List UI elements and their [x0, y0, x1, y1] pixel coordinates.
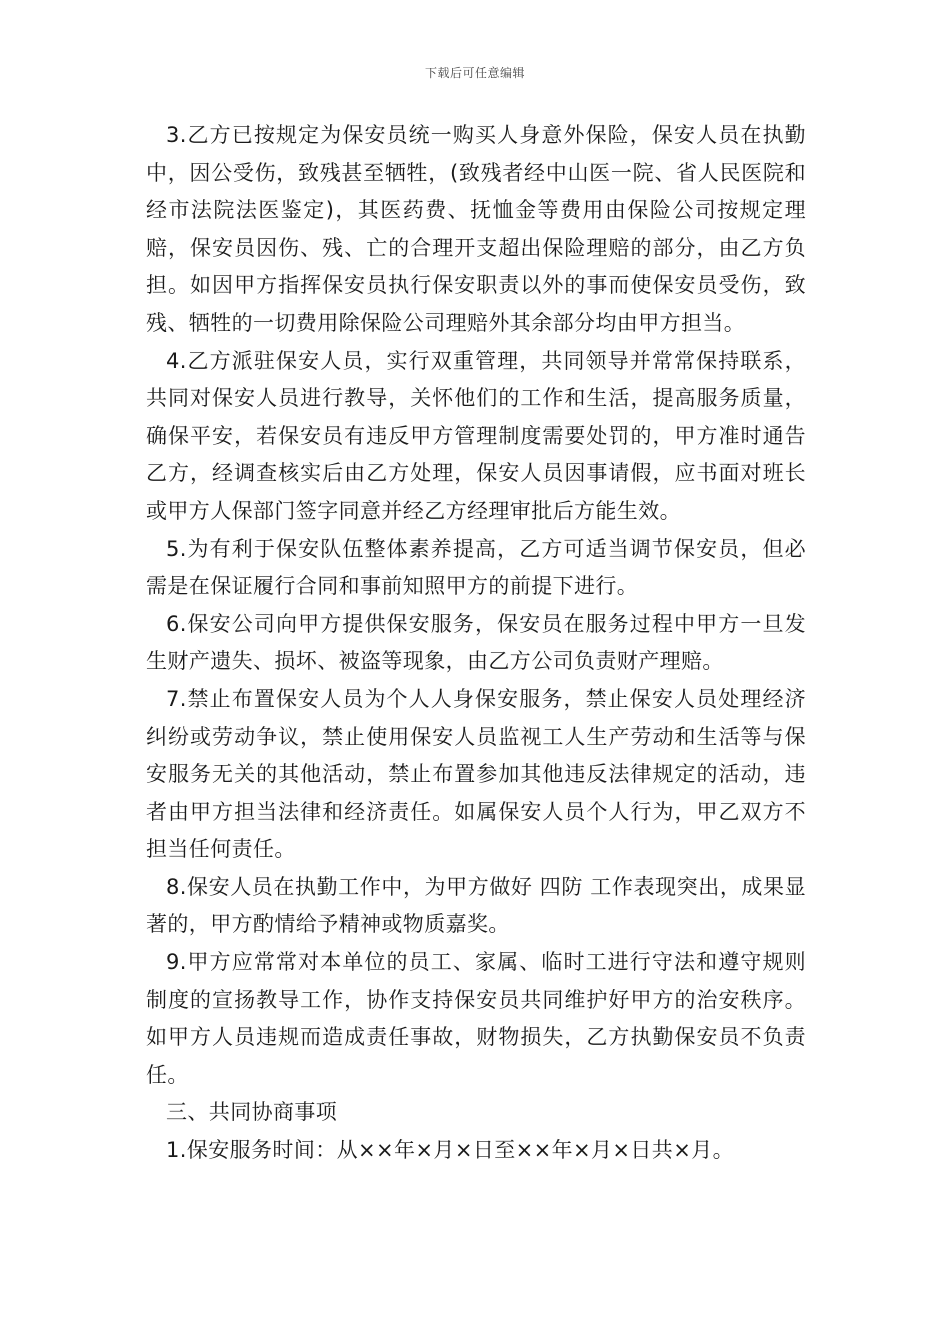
paragraph-clause-7: 7.禁止布置保安人员为个人人身保安服务，禁止保安人员处理经济纠纷或劳动争议，禁止使用保安人员监视工人生产劳动和生活等与保安服务无关的其他活动，禁止布置参加其他违反法律规定的活动，违者由甲方担当法律和经济责任。如属保安人员个人行为，甲乙双方不担当任何责任。 [146, 686, 806, 862]
paragraph-clause-3: 3.乙方已按规定为保安员统一购买人身意外保险，保安人员在执勤中，因公受伤，致残甚至牺牲，(致残者经中山医一院、省人民医院和经市法院法医鉴定)，其医药费、抚恤金等费用由保险公司按规定理赔，保安员因伤、残、亡的合理开支超出保险理赔的部分，由乙方负担。如因甲方指挥保安员执行保安职责以外的事而使保安员受伤，致残、牺牲的一切费用除保险公司理赔外其余部分均由甲方担当。 [146, 123, 806, 335]
section-heading: 三、共同协商事项 [166, 1100, 338, 1125]
paragraph-clause-8: 8.保安人员在执勤工作中，为甲方做好 四防 工作表现突出，成果显著的，甲方酌情给予精神或物质嘉奖。 [146, 874, 806, 937]
paragraph-clause-6: 6.保安公司向甲方提供保安服务，保安员在服务过程中甲方一旦发生财产遗失、损坏、被盗等现象，由乙方公司负责财产理赔。 [146, 611, 806, 674]
paragraph-clause-5: 5.为有利于保安队伍整体素养提高，乙方可适当调节保安员，但必需是在保证履行合同和事前知照甲方的前提下进行。 [146, 536, 806, 599]
paragraph-service-time: 1.保安服务时间：从××年×月×日至××年×月×日共×月。 [166, 1138, 734, 1163]
header-note: 下载后可任意编辑 [424, 66, 525, 80]
document-body [146, 117, 806, 1170]
paragraph-clause-4: 4.乙方派驻保安人员，实行双重管理，共同领导并常常保持联系，共同对保安人员进行教导，关怀他们的工作和生活，提高服务质量，确保平安，若保安员有违反甲方管理制度需要处罚的，甲方准时通告乙方，经调查核实后由乙方处理，保安人员因事请假，应书面对班长或甲方人保部门签字同意并经乙方经理审批后方能生效。 [146, 348, 806, 523]
paragraph-clause-9: 9.甲方应常常对本单位的员工、家属、临时工进行守法和遵守规则制度的宣扬教导工作，协作支持保安员共同维护好甲方的治安秩序。如甲方人员违规而造成责任事故，财物损失，乙方执勤保安员不负责任。 [146, 950, 806, 1087]
